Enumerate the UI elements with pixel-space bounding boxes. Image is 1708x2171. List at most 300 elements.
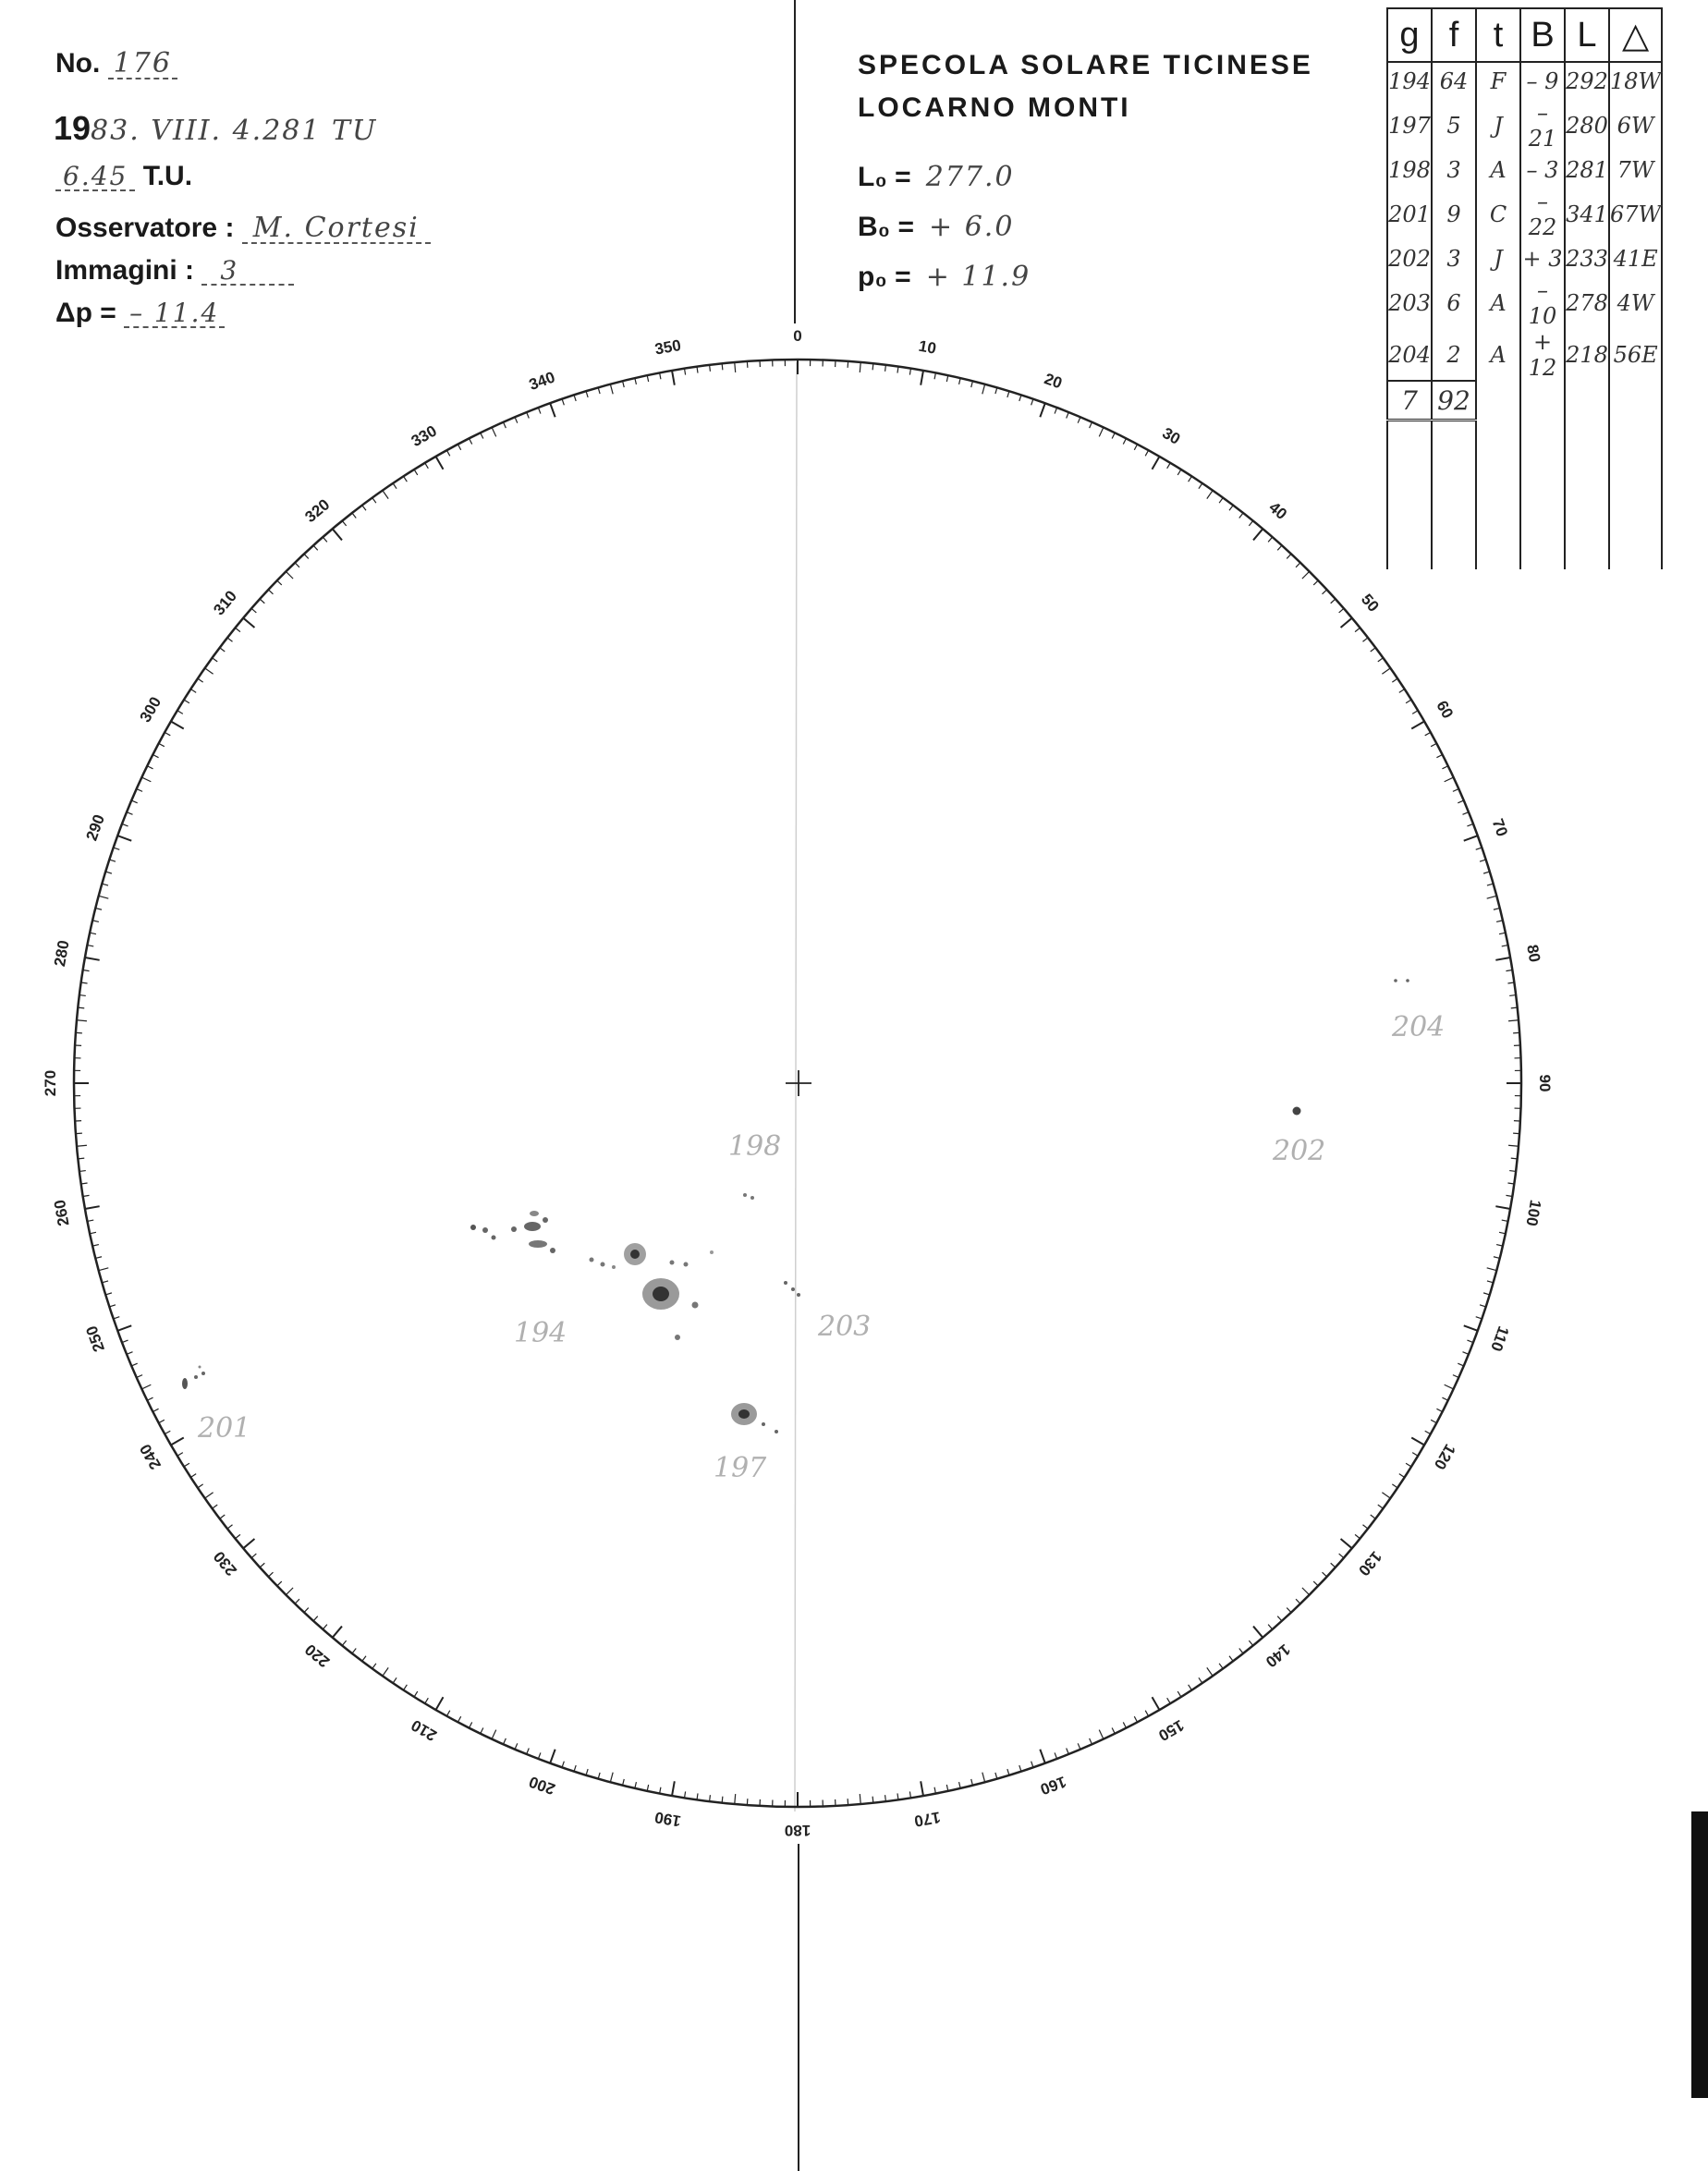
scale-tick: [1040, 403, 1044, 417]
scale-tick: [1277, 1616, 1282, 1621]
table-cell: A: [1476, 277, 1520, 329]
scale-tick: [131, 1363, 137, 1366]
scale-tick: [1189, 476, 1192, 482]
scale-tick: [574, 395, 576, 401]
table-cell: 18W: [1609, 62, 1662, 100]
scale-tick: [1249, 1640, 1252, 1645]
scale-label: 250: [82, 1323, 109, 1355]
scale-tick: [1167, 463, 1171, 469]
images-value: 3: [201, 258, 294, 286]
scale-tick: [1431, 743, 1436, 746]
scale-label: 150: [1155, 1715, 1188, 1745]
delta-p-label: Δp =: [55, 298, 116, 328]
scale-tick: [383, 491, 388, 499]
scale-tick: [515, 1743, 518, 1749]
scale-tick: [122, 823, 128, 826]
report-number-label: No.: [55, 48, 101, 79]
table-cell: 3: [1432, 240, 1476, 277]
scale-tick: [1112, 433, 1115, 438]
scale-tick: [1099, 427, 1104, 436]
spot-198-pore-2: [750, 1196, 754, 1200]
scale-tick: [574, 1765, 576, 1772]
scale-tick: [184, 700, 189, 703]
table-cell: 201: [1387, 189, 1432, 240]
scale-tick: [141, 1384, 151, 1389]
scale-tick: [1229, 506, 1233, 511]
table-cell: – 21: [1520, 100, 1565, 152]
scale-tick: [1462, 812, 1468, 815]
scale-tick: [1287, 554, 1291, 558]
scale-tick: [872, 363, 873, 370]
scale-label: 260: [50, 1198, 73, 1228]
scale-tick: [1425, 1431, 1431, 1433]
scale-tick: [1055, 1752, 1057, 1759]
scale-tick: [1277, 545, 1282, 550]
scale-tick: [515, 417, 518, 422]
scale-label: 180: [784, 1822, 811, 1839]
time-unit: T.U.: [142, 161, 193, 191]
scale-tick: [260, 1563, 264, 1567]
scale-tick: [251, 608, 256, 613]
scale-tick: [152, 1409, 158, 1411]
scale-tick: [1040, 1750, 1044, 1763]
total-spots: 92: [1432, 381, 1476, 421]
spot-201-d: [199, 1366, 201, 1369]
scale-tick: [1392, 1484, 1397, 1488]
scale-tick: [1219, 498, 1223, 504]
scale-tick: [205, 668, 214, 674]
label-group-203: 203: [818, 1311, 872, 1343]
scale-tick: [959, 1782, 961, 1788]
scale-tick: [586, 391, 588, 397]
observatory-location: LOCARNO MONTI: [858, 92, 1131, 123]
label-group-198: 198: [728, 1130, 782, 1163]
scale-tick: [78, 1007, 84, 1008]
scale-tick: [982, 384, 985, 395]
scale-tick: [538, 408, 541, 414]
scale-label: 200: [526, 1772, 558, 1799]
spot-203-pore-1: [784, 1281, 787, 1285]
spot-194-west-cluster-a: [524, 1222, 541, 1231]
scale-tick: [1341, 618, 1352, 628]
spot-203-pore-2: [791, 1287, 795, 1291]
scale-tick: [323, 537, 327, 542]
scale-tick: [1495, 1206, 1510, 1209]
scale-tick: [1207, 491, 1213, 499]
scale-tick: [1371, 1515, 1376, 1518]
table-cell: J: [1476, 240, 1520, 277]
scale-tick: [586, 1769, 588, 1775]
scale-tick: [1425, 732, 1431, 735]
scale-tick: [1464, 835, 1478, 840]
scale-label: 140: [1262, 1640, 1294, 1671]
scale-tick: [159, 1420, 165, 1422]
total-groups: 7: [1387, 381, 1432, 421]
scale-tick: [1464, 1325, 1478, 1330]
table-cell: 2: [1432, 329, 1476, 381]
scale-tick: [1323, 590, 1327, 594]
table-cell: 6W: [1609, 100, 1662, 152]
scale-label: 220: [301, 1640, 334, 1671]
scale-tick: [105, 872, 112, 873]
scale-tick: [137, 1375, 142, 1378]
scale-tick: [1508, 1020, 1519, 1021]
scale-tick: [1412, 1453, 1418, 1457]
table-cell: A: [1476, 152, 1520, 189]
scale-tick: [623, 381, 625, 387]
spot-201-b: [194, 1375, 198, 1379]
scale-tick: [959, 378, 961, 384]
scale-tick: [1031, 1762, 1033, 1768]
spot-194-pore-11: [684, 1262, 689, 1267]
scale-tick: [1341, 1539, 1352, 1548]
scale-label: 310: [210, 587, 241, 619]
spot-194-pore-3: [492, 1236, 496, 1240]
scale-tick: [1362, 638, 1368, 641]
table-cell: 4W: [1609, 277, 1662, 329]
scale-label: 350: [653, 335, 683, 359]
scale-tick: [1487, 896, 1497, 898]
scale-tick: [1509, 1171, 1516, 1172]
scale-tick: [352, 1648, 356, 1653]
scale-tick: [1145, 450, 1148, 456]
scale-tick: [85, 1206, 100, 1209]
table-cell: 278: [1565, 277, 1609, 329]
scale-tick: [227, 1525, 233, 1529]
scale-tick: [946, 1785, 947, 1791]
spot-194-second-umbra: [630, 1250, 640, 1259]
scale-tick: [710, 1795, 711, 1801]
scale-tick: [1313, 580, 1318, 585]
scale-tick: [623, 1779, 625, 1786]
table-cell: 197: [1387, 100, 1432, 152]
table-cell: 9: [1432, 189, 1476, 240]
scale-tick: [1134, 1716, 1137, 1722]
scale-tick: [79, 995, 86, 996]
spot-194-pore-8: [601, 1262, 605, 1267]
scale-tick: [1031, 399, 1033, 406]
scale-tick: [436, 457, 444, 470]
scale-tick: [1296, 563, 1300, 567]
scale-tick: [1007, 391, 1009, 397]
scale-tick: [610, 1773, 613, 1783]
scale-tick: [1239, 513, 1243, 518]
scale-tick: [1078, 417, 1080, 422]
scale-tick: [323, 1625, 327, 1629]
scale-tick: [1445, 777, 1454, 782]
scale-label: 90: [1536, 1074, 1554, 1092]
scale-tick: [213, 1505, 218, 1508]
header-B: B: [1520, 8, 1565, 62]
scale-tick: [109, 1305, 116, 1307]
scale-tick: [710, 365, 711, 372]
spot-194-west-cluster-c: [530, 1211, 539, 1216]
scale-label: 330: [408, 421, 440, 451]
scale-tick: [470, 1722, 472, 1727]
scale-tick: [95, 1257, 102, 1259]
scale-tick: [1458, 800, 1463, 803]
scale-tick: [1445, 1384, 1454, 1389]
spot-201-a: [182, 1378, 188, 1389]
scale-label: 10: [917, 336, 938, 358]
scale-tick: [1442, 1397, 1447, 1400]
scale-tick: [277, 1581, 282, 1586]
scale-tick: [1268, 1625, 1273, 1629]
scale-tick: [1253, 1627, 1263, 1638]
scale-tick: [313, 1616, 318, 1621]
scale-tick: [99, 896, 109, 898]
scale-tick: [304, 1608, 309, 1613]
spot-202-a: [1293, 1107, 1301, 1116]
label-group-201: 201: [198, 1412, 251, 1445]
header-L: L: [1565, 8, 1609, 62]
table-cell: 7W: [1609, 152, 1662, 189]
scale-tick: [735, 362, 736, 372]
scale-label: 300: [136, 693, 165, 726]
scale-label: 50: [1357, 590, 1383, 616]
images-label: Immagini :: [55, 255, 195, 286]
scale-tick: [114, 848, 120, 849]
table-cell: – 3: [1520, 152, 1565, 189]
scale-tick: [1219, 1664, 1223, 1669]
table-cell: 233: [1565, 240, 1609, 277]
scale-tick: [1480, 1305, 1486, 1307]
sunspot-group-203: [784, 1281, 871, 1343]
scale-tick: [885, 1795, 886, 1801]
scale-tick: [458, 445, 460, 450]
table-cell: 64: [1432, 62, 1476, 100]
scale-label: 280: [50, 938, 73, 969]
scale-label: 30: [1159, 423, 1184, 448]
delta-p-value: – 11.4: [124, 300, 225, 328]
scale-tick: [260, 599, 264, 604]
scale-tick: [1382, 1493, 1390, 1498]
table-cell: – 10: [1520, 277, 1565, 329]
sunspot-group-197: [714, 1403, 778, 1484]
scale-tick: [1268, 537, 1273, 542]
scale-tick: [1399, 1474, 1405, 1478]
scale-tick: [1145, 1711, 1148, 1716]
scale-tick: [1436, 1409, 1442, 1411]
scale-tick: [105, 1293, 112, 1295]
table-cell: + 3: [1520, 240, 1565, 277]
scale-tick: [393, 1677, 396, 1683]
spot-194-pore-14: [710, 1250, 714, 1254]
scale-label: 70: [1488, 816, 1511, 839]
scale-label: 190: [653, 1808, 683, 1831]
scale-tick: [414, 470, 418, 475]
sunspot-group-202: [1272, 1107, 1325, 1168]
table-cell: C: [1476, 189, 1520, 240]
sunspot-group-201: [182, 1366, 250, 1445]
report-number-value: 176: [108, 50, 177, 79]
scale-tick: [1442, 766, 1447, 769]
table-cell: 5: [1432, 100, 1476, 152]
year-prefix: 19: [54, 109, 92, 147]
scale-tick: [414, 1691, 418, 1697]
label-group-202: 202: [1273, 1135, 1326, 1167]
scale-tick: [372, 1664, 376, 1669]
time-value: 6.45: [55, 164, 135, 191]
scale-tick: [1411, 1438, 1424, 1445]
header-f: f: [1432, 8, 1476, 62]
scale-tick: [159, 743, 165, 746]
scale-tick: [393, 483, 396, 489]
table-cell: 203: [1387, 277, 1432, 329]
scale-tick: [527, 1748, 530, 1753]
sunspot-group-194: [470, 1211, 714, 1349]
spot-194-pore-6: [550, 1248, 555, 1253]
scale-tick: [921, 1781, 923, 1796]
spot-194-pore-4: [511, 1226, 517, 1232]
table-cell: 218: [1565, 329, 1609, 381]
scale-tick: [1436, 755, 1442, 758]
scale-tick: [1378, 1505, 1384, 1508]
param-L0-value: 277.0: [925, 161, 1015, 193]
scale-tick: [1090, 422, 1092, 428]
spot-198-pore-1: [743, 1193, 747, 1197]
scale-tick: [141, 777, 151, 782]
table-cell: 194: [1387, 62, 1432, 100]
scale-tick: [235, 1534, 239, 1538]
scale-tick: [165, 1431, 170, 1433]
scale-tick: [946, 375, 947, 382]
scale-tick: [458, 1716, 460, 1722]
scale-tick: [1382, 668, 1390, 674]
scale-tick: [635, 378, 637, 384]
spot-197-umbra: [738, 1409, 750, 1419]
scale-tick: [235, 628, 239, 631]
scale-tick: [117, 835, 131, 840]
spot-194-pore-9: [612, 1265, 616, 1269]
scale-tick: [1509, 995, 1516, 996]
scale-label: 290: [82, 811, 109, 844]
scale-tick: [1287, 1608, 1291, 1613]
scale-tick: [550, 403, 555, 417]
scale-tick: [220, 1515, 226, 1518]
scale-tick: [342, 1640, 346, 1645]
scale-tick: [1055, 408, 1057, 414]
table-cell: 281: [1565, 152, 1609, 189]
scale-tick: [470, 438, 472, 444]
scale-tick: [1134, 445, 1137, 450]
scale-tick: [1431, 1420, 1436, 1422]
scale-tick: [1406, 1463, 1411, 1467]
spot-194-pore-7: [590, 1258, 594, 1262]
param-B0-label: B₀ =: [858, 212, 915, 242]
scale-tick: [383, 1667, 388, 1676]
scale-tick: [921, 371, 923, 385]
scale-label: 0: [793, 327, 802, 345]
table-cell: 3: [1432, 152, 1476, 189]
scale-tick: [1467, 1340, 1473, 1343]
scale-tick: [333, 529, 342, 540]
spot-194-pore-1: [470, 1225, 476, 1230]
scale-tick: [78, 1158, 84, 1159]
scale-tick: [177, 711, 183, 714]
scale-tick: [1411, 722, 1424, 729]
observer-value: M. Cortesi: [242, 214, 431, 244]
scale-tick: [562, 399, 564, 406]
header-g: g: [1387, 8, 1432, 62]
scale-tick: [1476, 848, 1482, 849]
scale-tick: [295, 563, 299, 567]
scale-tick: [1453, 1375, 1458, 1378]
scale-tick: [1099, 1730, 1104, 1739]
scale-tick: [177, 1453, 183, 1457]
table-cell: 56E: [1609, 329, 1662, 381]
sunspot-group-204: [1391, 979, 1445, 1043]
scale-tick: [446, 450, 449, 456]
scale-tick: [527, 412, 530, 418]
scale-tick: [1323, 1572, 1327, 1577]
observatory-name: SPECOLA SOLARE TICINESE: [858, 50, 1313, 80]
scale-tick: [1090, 1738, 1092, 1744]
scale-tick: [1123, 1722, 1126, 1727]
table-cell: F: [1476, 62, 1520, 100]
scale-tick: [137, 789, 142, 792]
scale-tick: [1153, 1697, 1160, 1710]
spot-194-pore-5: [543, 1217, 548, 1223]
scale-tick: [77, 1145, 87, 1146]
table-cell: 204: [1387, 329, 1432, 381]
scale-tick: [243, 618, 254, 628]
scale-tick: [1483, 1293, 1490, 1295]
scale-label: 270: [42, 1069, 59, 1097]
scale-tick: [127, 812, 132, 815]
spot-194-pore-10: [670, 1261, 675, 1265]
scale-tick: [446, 1711, 449, 1716]
scale-tick: [1355, 628, 1360, 631]
scale-tick: [1331, 599, 1336, 604]
scale-tick: [492, 427, 496, 436]
scale-tick: [1371, 648, 1376, 652]
scale-tick: [171, 1438, 184, 1445]
scale-tick: [243, 1539, 254, 1548]
param-B0-value: + 6.0: [929, 211, 1015, 243]
scale-label: 170: [912, 1808, 943, 1831]
spot-201-c: [201, 1372, 205, 1375]
scale-tick: [1229, 1656, 1233, 1662]
scale-tick: [1067, 1748, 1069, 1753]
scale-tick: [1495, 957, 1510, 960]
header-t: t: [1476, 8, 1520, 62]
scale-tick: [220, 648, 226, 652]
scale-tick: [1412, 711, 1418, 714]
scale-label: 130: [1354, 1547, 1385, 1579]
scale-tick: [152, 755, 158, 758]
scale-label: 100: [1522, 1198, 1545, 1228]
spot-197-pore-1: [762, 1422, 765, 1426]
scale-tick: [1153, 457, 1160, 470]
scale-tick: [109, 860, 116, 861]
scale-tick: [117, 1325, 131, 1330]
scale-tick: [1167, 1698, 1171, 1703]
scale-tick: [1496, 1245, 1503, 1247]
scale-tick: [77, 1020, 87, 1021]
scale-tick: [99, 1268, 109, 1271]
scale-tick: [190, 689, 196, 693]
scale-tick: [1019, 395, 1021, 401]
scale-tick: [1199, 1677, 1202, 1683]
scale-tick: [184, 1463, 189, 1467]
scale-tick: [147, 766, 152, 769]
scale-tick: [722, 1797, 723, 1803]
table-cell: 280: [1565, 100, 1609, 152]
table-cell: – 9: [1520, 62, 1565, 100]
scale-tick: [1494, 909, 1500, 910]
scale-tick: [277, 580, 282, 585]
